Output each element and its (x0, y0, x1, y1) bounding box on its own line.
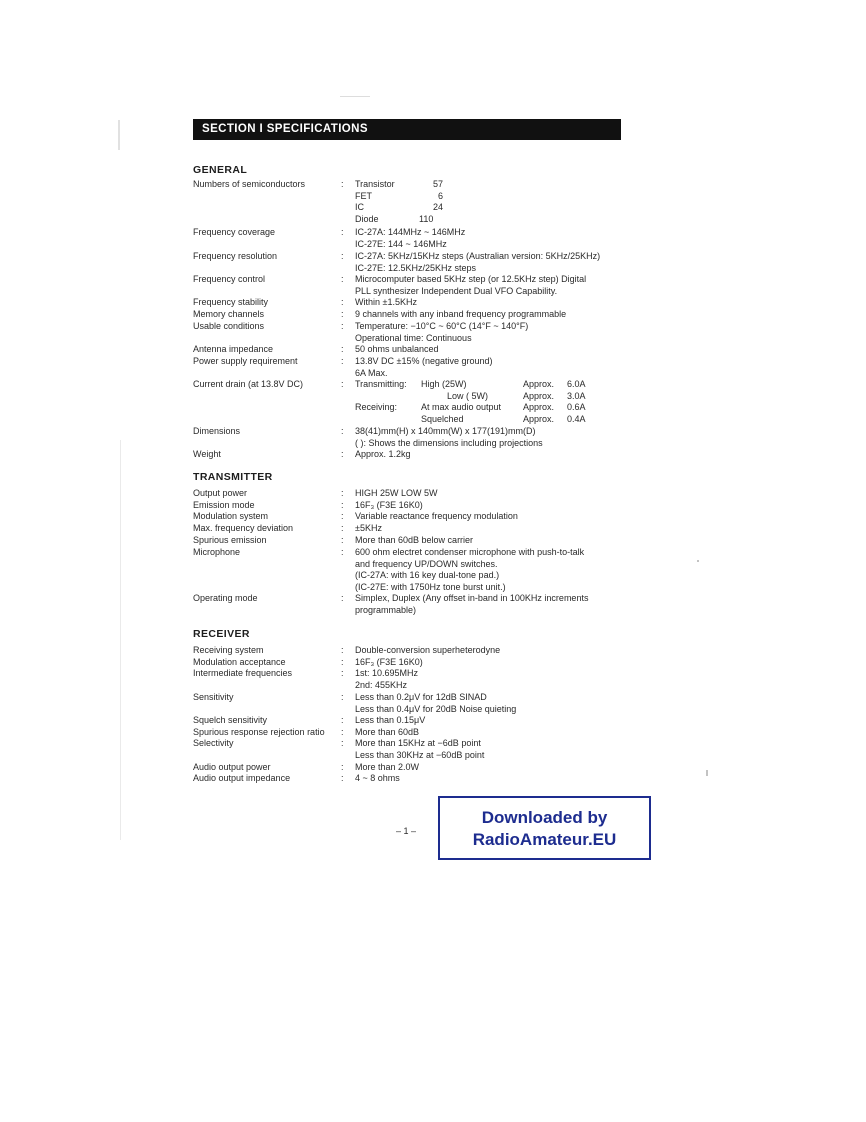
spec-label: Dimensions (193, 426, 241, 436)
spec-label: Frequency resolution (193, 251, 278, 261)
spec-line: More than 60dB (355, 727, 420, 737)
spec-line: PLL synthesizer Independent Dual VFO Capability. (355, 285, 558, 296)
spec-line: Double-conversion superheterodyne (355, 645, 501, 655)
drain-condition: High (25W) (421, 379, 467, 389)
spec-label: Audio output impedance (193, 773, 291, 783)
spec-value (355, 344, 439, 356)
general-heading: GENERAL (193, 164, 248, 176)
section-title: SECTION I SPECIFICATIONS (202, 123, 368, 135)
spec-label: Antenna impedance (193, 344, 274, 354)
spec-line: ( ): Shows the dimensions including projections (355, 437, 543, 448)
drain-mode: Transmitting: (355, 379, 407, 389)
section-title-bar (193, 119, 621, 140)
semiconductor-count: 57 (433, 179, 444, 189)
spec-line: ±5KHz (355, 523, 382, 533)
spec-label: Spurious response rejection ratio (193, 727, 325, 737)
spec-line: programmable) (355, 604, 417, 615)
spec-label: Usable conditions (193, 321, 265, 331)
drain-condition: Squelched (421, 414, 464, 425)
spec-label: Weight (193, 449, 221, 459)
spec-value (355, 715, 425, 727)
spec-value (355, 727, 419, 739)
spec-line: Microcomputer based 5KHz step (or 12.5KHz step) Digital (355, 274, 587, 284)
spec-line: 4 ~ 8 ohms (355, 773, 400, 783)
spec-label: Frequency coverage (193, 227, 276, 237)
watermark-line-1: Downloaded by (481, 808, 608, 827)
spec-line: IC-27A: 5KHz/15KHz steps (Australian version: 5KHz/25KHz) (355, 251, 601, 261)
drain-approx: Approx. (523, 402, 555, 413)
spec-label: Selectivity (193, 738, 234, 748)
drain-amps: 0.6A (567, 402, 586, 413)
spec-line: 16F₃ (F3E 16K0) (355, 657, 423, 667)
spec-label: Frequency stability (193, 297, 269, 307)
spec-label: Squelch sensitivity (193, 715, 268, 725)
spec-line: Less than 30KHz at −60dB point (355, 749, 485, 760)
spec-line: Within ±1.5KHz (355, 297, 417, 307)
spec-line: More than 15KHz at −6dB point (355, 738, 481, 748)
spec-line: Less than 0.15μV (355, 715, 426, 725)
spec-line: 6A Max. (355, 367, 388, 378)
scan-speck (118, 120, 120, 150)
spec-value (355, 547, 584, 594)
scan-speck (697, 560, 699, 562)
spec-value (355, 500, 423, 512)
spec-value (355, 426, 543, 449)
scan-speck (120, 440, 121, 840)
scan-speck (340, 96, 370, 97)
spec-value (355, 227, 465, 250)
spec-value (355, 488, 438, 500)
spec-label: Numbers of semiconductors (193, 179, 306, 189)
spec-line: (IC-27A: with 16 key dual-tone pad.) (355, 570, 500, 581)
spec-label: Modulation system (193, 511, 269, 521)
spec-value (355, 297, 417, 309)
spec-line: More than 60dB below carrier (355, 535, 474, 545)
spec-line: Less than 0.2μV for 12dB SINAD (355, 692, 487, 702)
drain-condition: At max audio output (421, 402, 502, 413)
drain-approx: Approx. (523, 414, 555, 425)
spec-line: 16F₃ (F3E 16K0) (355, 500, 423, 510)
spec-label: Current drain (at 13.8V DC) (193, 379, 304, 389)
spec-line: 600 ohm electret condenser microphone with push-to-talk (355, 547, 585, 557)
drain-mode: Receiving: (355, 402, 398, 413)
spec-line: More than 2.0W (355, 762, 420, 772)
spec-label: Memory channels (193, 309, 265, 319)
download-watermark (438, 796, 651, 860)
spec-label: Intermediate frequencies (193, 668, 293, 678)
spec-value (355, 762, 419, 774)
drain-amps: 0.4A (567, 414, 586, 425)
spec-label: Emission mode (193, 500, 255, 510)
semiconductor-name: IC (355, 202, 364, 213)
spec-label: Receiving system (193, 645, 264, 655)
spec-line: Variable reactance frequency modulation (355, 511, 518, 521)
spec-value (355, 657, 423, 669)
spec-line: Less than 0.4μV for 20dB Noise quieting (355, 703, 517, 714)
watermark-line-2: RadioAmateur.EU (472, 830, 617, 849)
spec-value (355, 523, 382, 535)
spec-label: Operating mode (193, 593, 258, 603)
spec-value (355, 356, 493, 379)
drain-approx: Approx. (523, 390, 555, 401)
semiconductor-count: 6 (438, 190, 444, 201)
spec-line: 2nd: 455KHz (355, 679, 408, 690)
spec-line: IC-27A: 144MHz ~ 146MHz (355, 227, 466, 237)
spec-line: IC-27E: 144 ~ 146MHz (355, 238, 447, 249)
spec-label: Modulation acceptance (193, 657, 286, 667)
spec-line: and frequency UP/DOWN switches. (355, 558, 498, 569)
spec-line: (IC-27E: with 1750Hz tone burst unit.) (355, 582, 506, 593)
spec-line: Approx. 1.2kg (355, 449, 411, 459)
spec-value (355, 645, 500, 657)
spec-label: Sensitivity (193, 692, 234, 702)
spec-line: 1st: 10.695MHz (355, 668, 419, 678)
spec-line: HIGH 25W LOW 5W (355, 488, 438, 498)
semiconductor-name: Transistor (355, 179, 395, 189)
spec-line: Simplex, Duplex (Any offset in-band in 100KHz increments (355, 593, 589, 603)
spec-line: 50 ohms unbalanced (355, 344, 439, 354)
spec-label: Microphone (193, 547, 241, 557)
spec-value (355, 274, 586, 297)
drain-amps: 6.0A (567, 379, 586, 389)
drain-condition: Low ( 5W) (447, 390, 489, 401)
spec-line: Temperature: −10°C ~ 60°C (14°F ~ 140°F) (355, 321, 529, 331)
drain-amps: 3.0A (567, 390, 586, 401)
spec-value (355, 535, 473, 547)
page-number: – 1 – (396, 826, 417, 836)
spec-line: 13.8V DC ±15% (negative ground) (355, 356, 493, 366)
transmitter-heading: TRANSMITTER (193, 471, 273, 483)
semiconductor-count: 24 (433, 202, 444, 213)
spec-label: Audio output power (193, 762, 271, 772)
scan-speck (706, 770, 708, 776)
spec-value (355, 692, 516, 715)
spec-value (355, 668, 418, 691)
spec-value (355, 511, 518, 523)
semiconductor-name: Diode (355, 214, 379, 225)
spec-label: Power supply requirement (193, 356, 298, 366)
spec-line: IC-27E: 12.5KHz/25KHz steps (355, 262, 477, 273)
semiconductor-name: FET (355, 190, 372, 201)
spec-label: Output power (193, 488, 248, 498)
spec-value (355, 593, 588, 616)
spec-value (355, 321, 528, 344)
spec-value (355, 738, 484, 761)
spec-value (355, 309, 566, 321)
drain-approx: Approx. (523, 379, 555, 389)
spec-label: Frequency control (193, 274, 266, 284)
spec-value (355, 773, 400, 785)
spec-value (355, 251, 600, 274)
spec-label: Max. frequency deviation (193, 523, 294, 533)
spec-value (355, 449, 411, 461)
receiver-heading: RECEIVER (193, 628, 250, 640)
scanned-page: SECTION I SPECIFICATIONS GENERAL Numbers of semiconductors : Transistor 57 FET 6 IC 24 Diode 110 Frequency coverage : IC-27A: 144MHz ~ 146MHz IC-27E: 144 ~ 146MHz Frequency resolution : IC-27A: 5KHz/15KHz steps (Australian version: 5KHz/25KHz) IC-27E: 12.5KHz/25KHz steps Frequency control : Microcomputer based 5KHz step (or 12.5KHz step) Digital PLL synthesizer Independent Dual VFO Capability. Frequency stability : Within ±1.5KHz Memory channels : 9 channels with any inband frequency programmable Usable conditions : Temperature: −10°C ~ 60°C (14°F ~ 140°F) Operational time: Continuous Antenna impedance : 50 ohms unbalanced Power supply requirement : 13.8V DC ±15% (negative ground) 6A Max. Current drain (at 13.8V DC) : Transmitting: High (25W) Approx. 6.0A Low ( 5W) Approx. 3.0A Receiving: At max audio output Approx. 0.6A Squelched Approx. 0.4A Dimensions : 38(41)mm(H) x 140mm(W) x 177(191)mm(D) ( ): Shows the dimensions including projections Weight : Approx. 1.2kg TRANSMITTER Output power : HIGH 25W LOW 5W Emission mode : 16F₃ (F3E 16K0) Modulation system : Variable reactance frequency modulation Max. frequency deviation : ±5KHz Spurious emission : More than 60dB below carrier Microphone : 600 ohm electret condenser microphone with push-to-talk and frequency UP/DOWN switches. (IC-27A: with 16 key dual-tone pad.) (IC-27E: with 1750Hz tone burst unit.) Operating mode : Simplex, Duplex (Any offset in-band in 100KHz increments programmable) RECEIVER Receiving system : Double-conversion superheterodyne Modulation acceptance : 16F₃ (F3E 16K0) Intermediate frequencies : 1st: 10.695MHz 2nd: 455KHz Sensitivity : Less than 0.2μV for 12dB SINAD Less than 0.4μV for 20dB Noise quieting Squelch sensitivity : Less than 0.15μV Spurious response rejection ratio : More than 60dB Selectivity : More than 15KHz at −6dB point Less than 30KHz at −60dB point Audio output power : More than 2.0W Audio output impedance : 4 ~ 8 ohms – 1 – Downloaded by RadioAmateur.EU (0, 0, 866, 1122)
spec-line: 38(41)mm(H) x 140mm(W) x 177(191)mm(D) (355, 426, 536, 436)
spec-label: Spurious emission (193, 535, 267, 545)
spec-line: 9 channels with any inband frequency programmable (355, 309, 567, 319)
semiconductor-count: 110 (419, 214, 434, 225)
spec-line: Operational time: Continuous (355, 332, 472, 343)
